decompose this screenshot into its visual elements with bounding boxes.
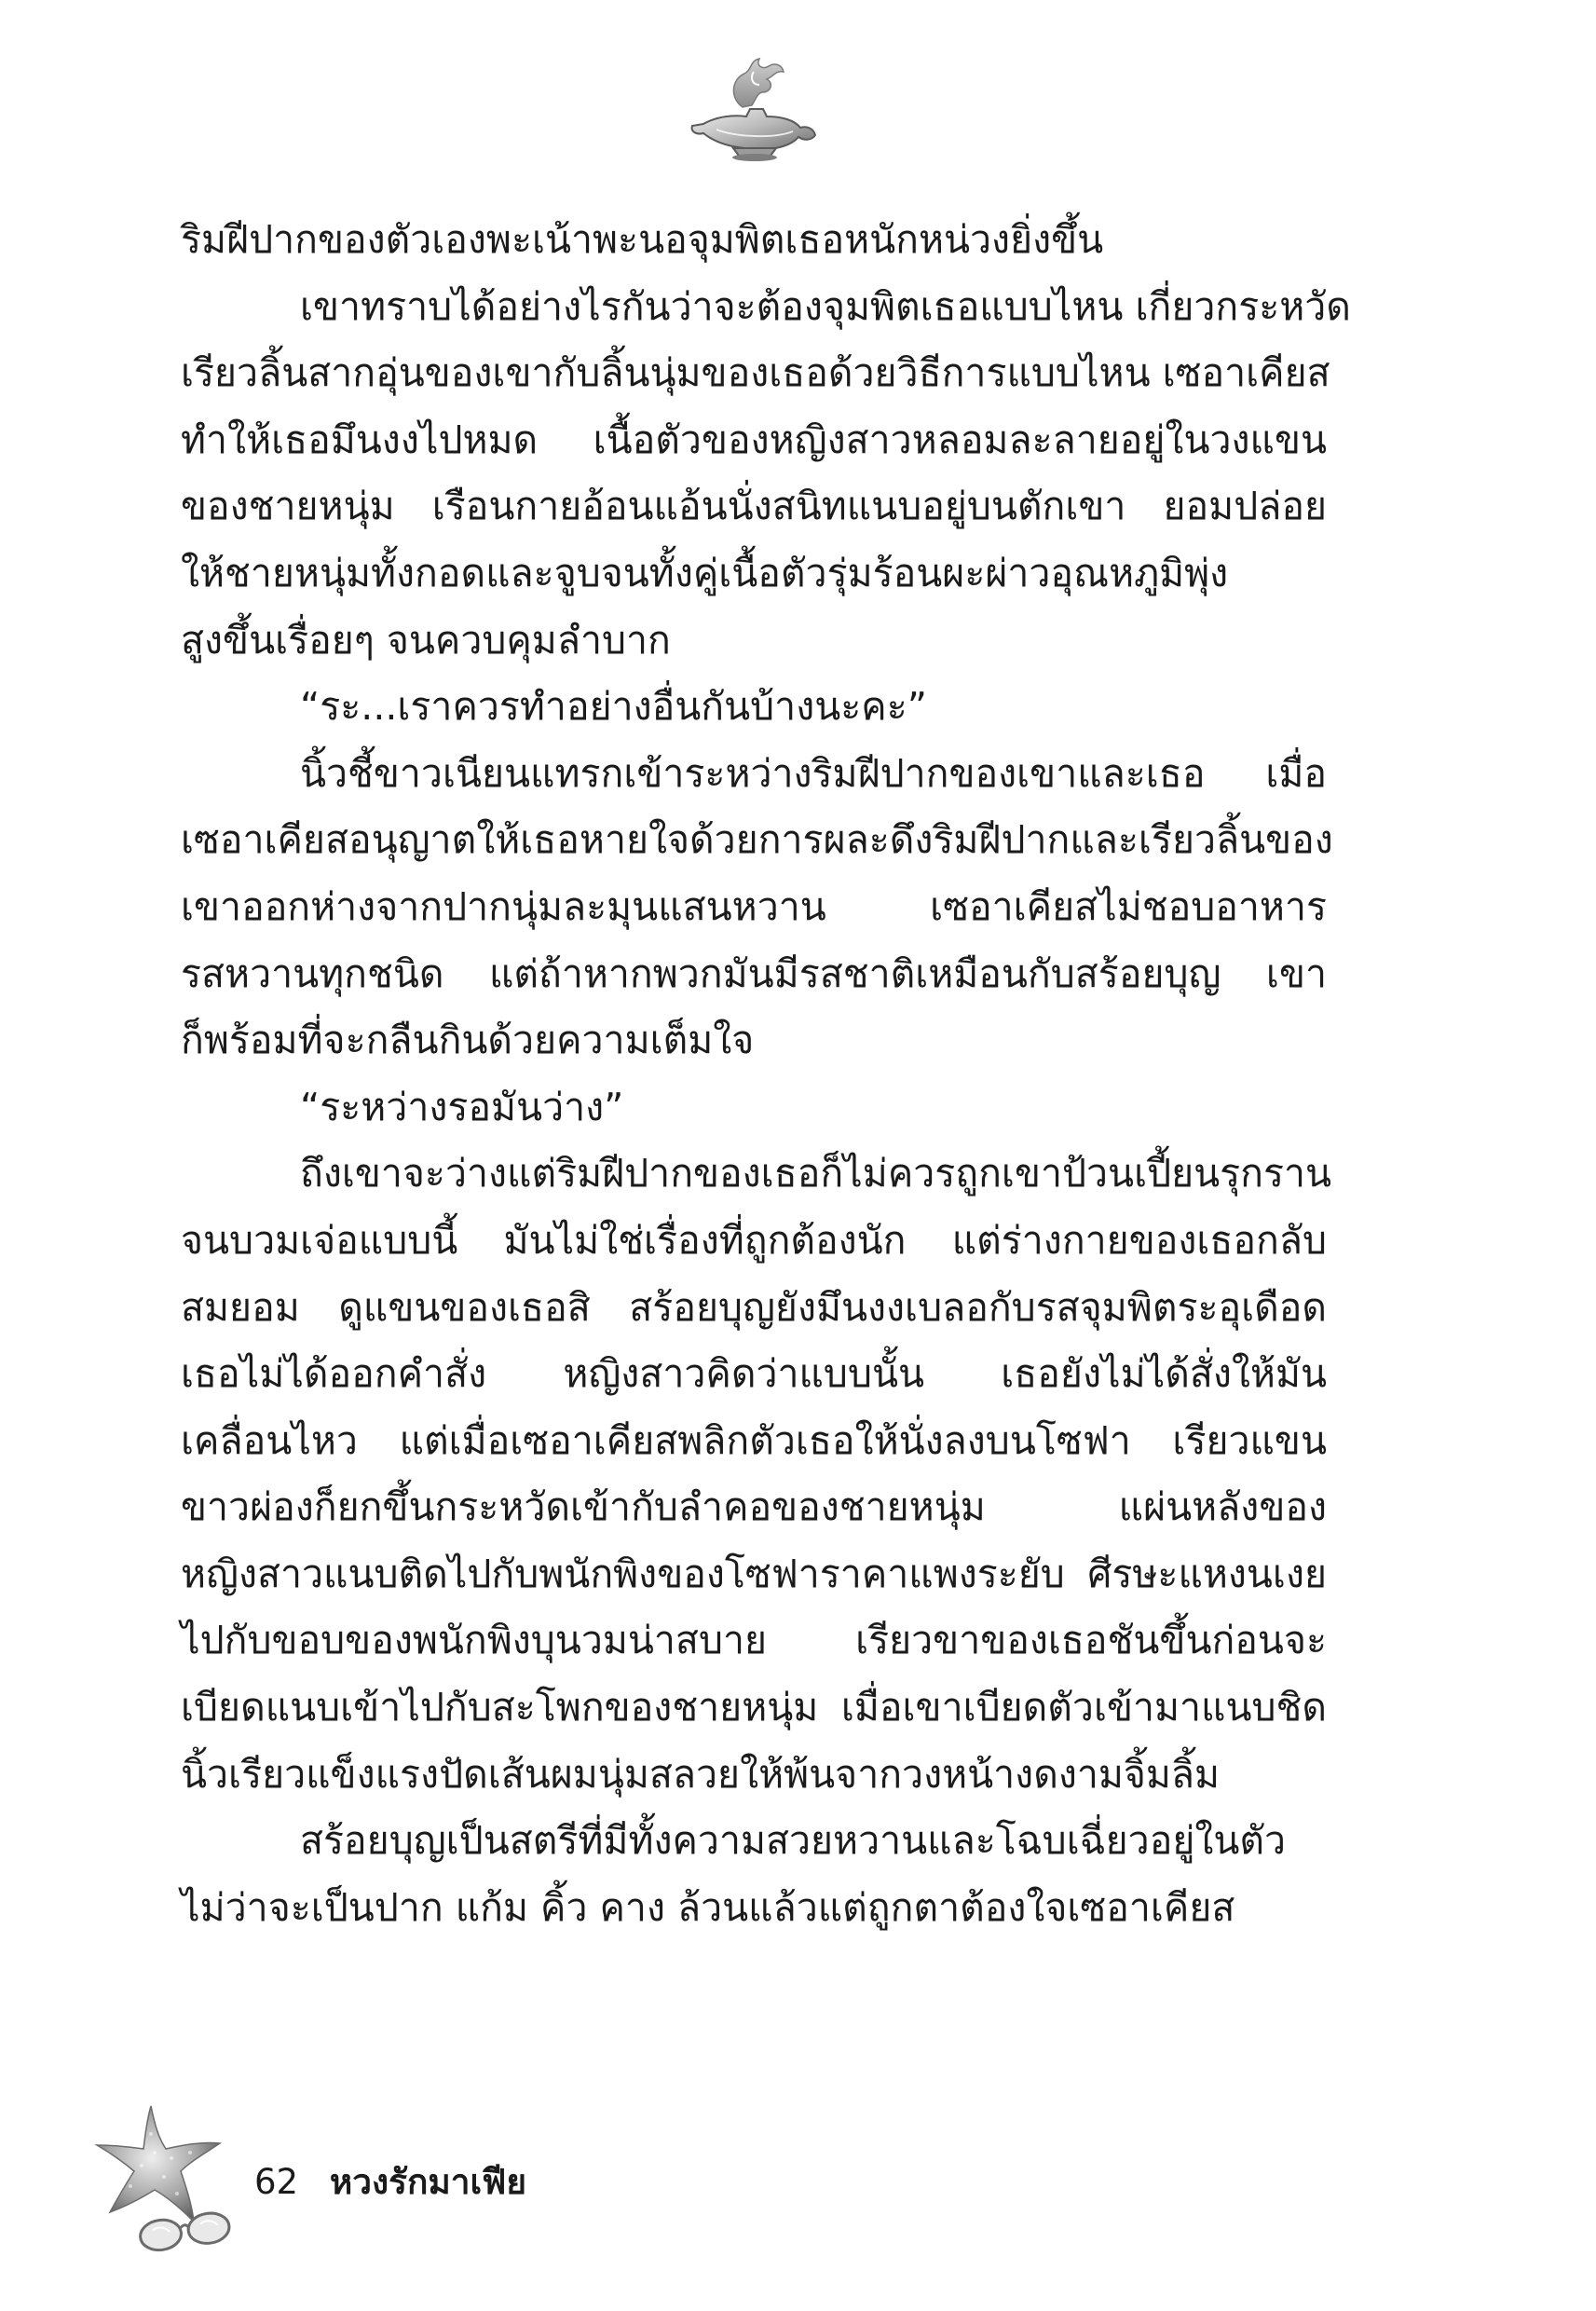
text-line: นิ้วเรียวแข็งแรงปัดเส้นผมนุ่มสลวยให้พ้นจากวงหน้างดงามจิ้มลิ้ม [181,1751,1221,1797]
page-footer [254,2154,526,2209]
text-line: สร้อยบุญเป็นสตรีที่มีทั้งความสวยหวานและโฉบเฉี่ยวอยู่ในตัว [300,1818,1287,1864]
text-line: เขาออกห่างจากปากนุ่มละมุนแสนหวาน เซอาเคียสไม่ชอบอาหาร [181,883,1327,929]
text-line: ขาวผ่องก็ยกขึ้นกระหวัดเข้ากับลำคอของชายหนุ่ม แผ่นหลังของ [181,1484,1327,1530]
page-number: 62 [254,2162,299,2202]
book-title: หวงรักมาเฟีย [329,2162,527,2202]
text-line: เคลื่อนไหว แต่เมื่อเซอาเคียสพลิกตัวเธอให้นั่งลงบนโซฟา เรียวแขน [181,1417,1327,1463]
dialogue-line: “ระ...เราควรทำอย่างอื่นกันบ้างนะคะ” [300,684,927,730]
text-line: ไปกับขอบของพนักพิงบุนวมน่าสบาย เรียวขาของเธอชันขึ้นก่อนจะ [181,1618,1327,1663]
text-line: รสหวานทุกชนิด แต่ถ้าหากพวกมันมีรสชาติเหมือนกับสร้อยบุญ เขา [181,950,1327,996]
text-line: ไม่ว่าจะเป็นปาก แก้ม คิ้ว คาง ล้วนแล้วแต่ถูกตาต้องใจเซอาเคียส [181,1884,1235,1930]
text-line: จนบวมเจ่อแบบนี้ มันไม่ใช่เรื่องที่ถูกต้องนัก แต่ร่างกายของเธอกลับ [181,1217,1327,1263]
starfish-sunglasses-icon [93,2097,261,2274]
body-text [181,207,1351,1941]
text-line: เซอาเคียสอนุญาตให้เธอหายใจด้วยการผละดึงริมฝีปากและเรียวลิ้นของ [181,817,1333,863]
text-line: ก็พร้อมที่จะกลืนกินด้วยความเต็มใจ [181,1018,755,1063]
text-line: เขาทราบได้อย่างไรกันว่าจะต้องจุมพิตเธอแบบไหน เกี่ยวกระหวัด [300,283,1351,329]
text-line: ทำให้เธอมึนงงไปหมด เนื้อตัวของหญิงสาวหลอมละลายอยู่ในวงแขน [181,417,1327,462]
text-line: ถึงเขาจะว่างแต่ริมฝีปากของเธอก็ไม่ควรถูกเขาป้วนเปี้ยนรุกราน [300,1151,1332,1197]
text-line: ริมฝีปากของตัวเองพะเน้าพะนอจุมพิตเธอหนักหน่วงยิ่งขึ้น [181,217,1104,262]
text-line: ให้ชายหนุ่มทั้งกอดและจูบจนทั้งคู่เนื้อตัวรุ่มร้อนผะผ่าวอุณหภูมิพุ่ง [181,550,1229,595]
text-line: หญิงสาวแนบติดไปกับพนักพิงของโซฟาราคาแพงระยับ ศีรษะแหงนเงย [181,1551,1327,1596]
text-line: นิ้วชี้ขาวเนียนแทรกเข้าระหว่างริมฝีปากของเขาและเธอ เมื่อ [300,750,1327,796]
text-line: เบียดแนบเข้าไปกับสะโพกของชายหนุ่ม เมื่อเขาเบียดตัวเข้ามาแนบชิด [181,1685,1327,1730]
text-line: เธอไม่ได้ออกคำสั่ง หญิงสาวคิดว่าแบบนั้น เธอยังไม่ได้สั่งให้มัน [181,1351,1327,1397]
dialogue-line: “ระหว่างรอมันว่าง” [300,1084,624,1129]
text-line: สูงขึ้นเรื่อยๆ จนควบคุมลำบาก [181,617,671,663]
text-line: สมยอม ดูแขนของเธอสิ สร้อยบุญยังมึนงงเบลอกับรสจุมพิตระอุเดือด [181,1284,1327,1330]
text-line: เรียวลิ้นสากอุ่นของเขากับลิ้นนุ่มของเธอด้วยวิธีการแบบไหน เซอาเคียส [181,350,1330,396]
genie-lamp-icon [685,51,825,163]
text-line: ของชายหนุ่ม เรือนกายอ้อนแอ้นนั่งสนิทแนบอยู่บนตักเขา ยอมปล่อย [181,484,1327,529]
